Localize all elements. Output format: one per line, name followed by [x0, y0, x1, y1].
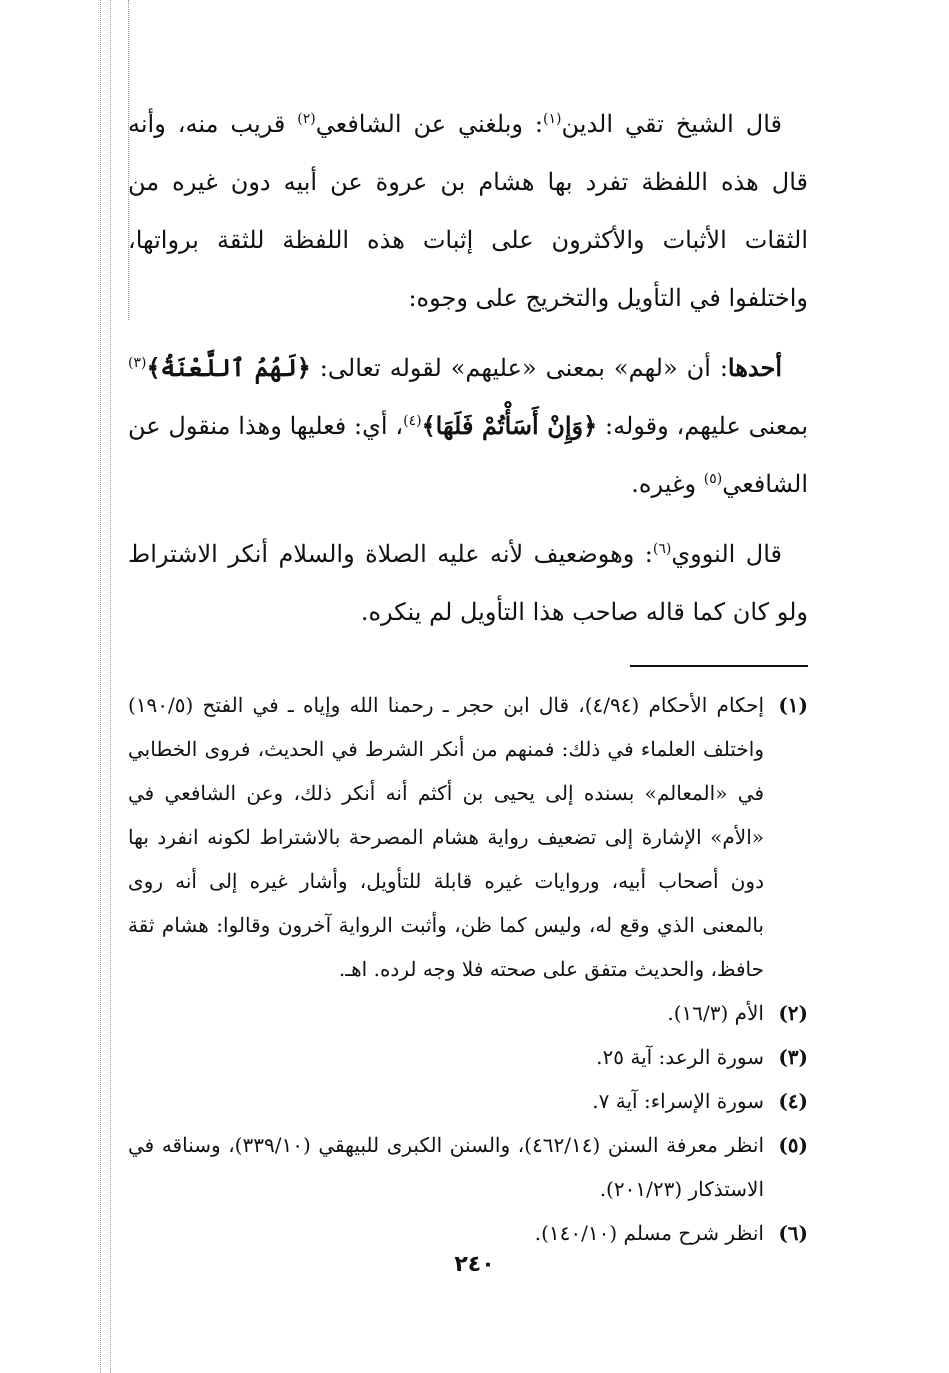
- footnote-number: (٣): [778, 1045, 808, 1069]
- footnote-text: انظر شرح مسلم (١٤٠/١٠).: [534, 1221, 764, 1245]
- paragraph-2-text-cont: بمعنى عليهم، وقوله:: [597, 412, 808, 440]
- footnote-ref-2: (٢): [297, 111, 316, 127]
- quran-verse-2: ﴿وَإِنْ أَسَأْتُمْ فَلَهَا﴾: [421, 411, 598, 440]
- paragraph-3-text: : وهوضعيف لأنه عليه الصلاة والسلام أنكر الاشتراط ولو كان كما قاله صاحب هذا التأويل لم ينكره.: [128, 540, 808, 626]
- footnote-text: إحكام الأحكام (٤/٩٤)، قال ابن حجر ـ رحمنا الله وإياه ـ في الفتح (١٩٠/٥) واختلف العلماء في ذلك: فمنهم من أنكر الشرط في الحديث، فروى الخطابي في «المعالم» بسنده إلى يحيى بن أكثم أنه أنكر ذلك، وعن الشافعي في «الأم» الإشارة إلى تضعيف رواية هشام المصرحة بالاشتراط لكونه انفرد بها دون أصحاب أبيه، وروايات غيره قابلة للتأويل، وأشار غيره إلى أنه روى بالمعنى الذي وقع له، وليس كما ظن، وأثبت الرواية آخرون وقالوا: هشام ثقة حافظ، والحديث متفق على صحته فلا وجه لرده. اهـ.: [128, 693, 765, 981]
- paragraph-3-intro: قال النووي: [671, 540, 782, 568]
- footnote-text: انظر معرفة السنن (٤٦٢/١٤)، والسنن الكبرى للبيهقي (٣٣٩/١٠)، وسناقه في الاستذكار (٢٠١/٢٣).: [128, 1133, 764, 1201]
- paragraph-2-text: : أن «لهم» بمعنى «عليهم» لقوله تعالى:: [310, 354, 728, 382]
- paragraph-2-text-cont-2: ، أي: فعليها وهذا منقول عن الشافعي: [128, 412, 808, 498]
- gutter-line-left: [100, 0, 101, 1373]
- footnote-4: [128, 1079, 808, 1123]
- paragraph-3: [128, 525, 808, 641]
- paragraph-2: [128, 339, 808, 513]
- footnote-5: [128, 1123, 808, 1211]
- footnote-text: سورة الرعد: آية ٢٥.: [596, 1045, 764, 1069]
- paragraph-1-text-cont: قريب منه، وأنه قال هذه اللفظة تفرد بها هشام بن عروة عن أبيه دون غيره من الثقات الأثبات والأكثرون على إثبات هذه اللفظة للثقة برواتها، واختلفوا في التأويل والتخريج على وجوه:: [128, 110, 808, 312]
- paragraph-1-intro: قال الشيخ تقي الدين: [561, 110, 782, 138]
- footnote-number: (٤): [778, 1089, 808, 1113]
- footnote-3: [128, 1035, 808, 1079]
- footnote-separator: [630, 665, 808, 667]
- footnote-number: (٦): [778, 1221, 808, 1245]
- footnote-6: [128, 1211, 808, 1255]
- footnote-ref-6: (٦): [652, 541, 672, 557]
- footnote-ref-3: (٣): [128, 355, 147, 371]
- paragraph-2-text-end: وغيره.: [631, 470, 704, 498]
- footnote-number: (٢): [778, 1001, 808, 1025]
- footnote-ref-4: (٤): [403, 413, 422, 429]
- footnote-ref-1: (١): [543, 111, 562, 127]
- footnote-2: [128, 991, 808, 1035]
- paragraph-1-text: : وبلغني عن الشافعي: [315, 110, 544, 138]
- page-number: ٢٤٠: [454, 1252, 495, 1277]
- footnotes-section: [128, 683, 808, 1255]
- footnote-text: سورة الإسراء: آية ٧.: [592, 1089, 764, 1113]
- quran-verse-1: ﴿لَهُمُ ٱللَّعْنَةُ﴾: [146, 353, 311, 382]
- paragraph-1: [128, 95, 808, 327]
- gutter-line-left-inner: [110, 0, 111, 1373]
- footnote-1: [128, 683, 808, 991]
- footnote-ref-5: (٥): [703, 471, 723, 487]
- footnote-number: (١): [778, 693, 808, 717]
- footnote-number: (٥): [778, 1133, 808, 1157]
- paragraph-2-heading: أحدها: [727, 353, 782, 382]
- footnote-text: الأم (١٦/٣).: [667, 1001, 764, 1025]
- page-body: [128, 95, 808, 1255]
